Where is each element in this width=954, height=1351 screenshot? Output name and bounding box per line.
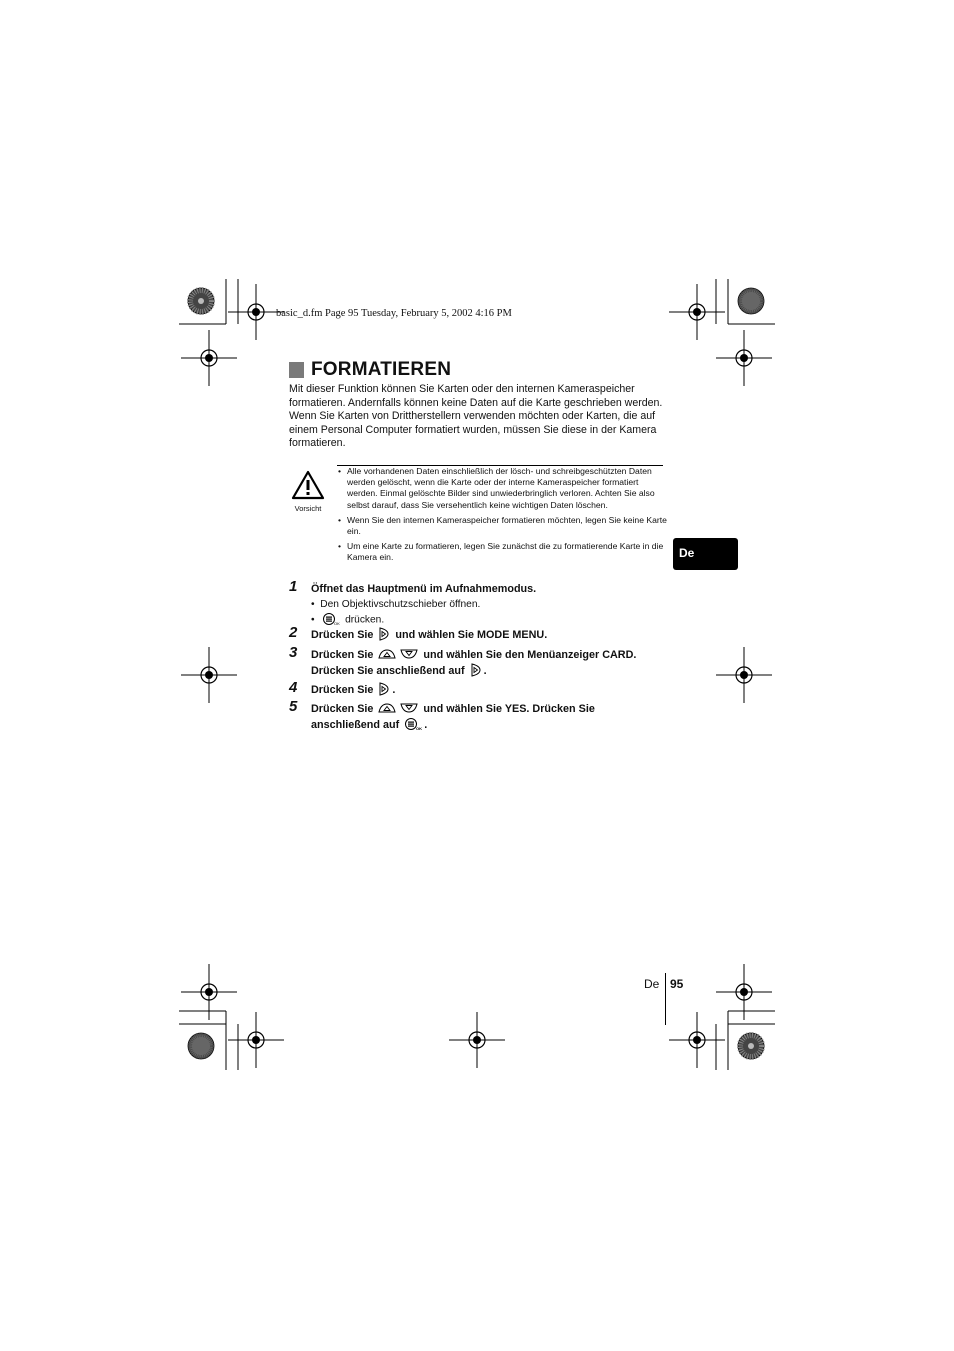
caution-badge bbox=[288, 470, 328, 513]
step-text-post: und wählen Sie YES. Drücken Sie bbox=[423, 703, 595, 715]
step-text-post: und wählen Sie MODE MENU. bbox=[395, 629, 548, 641]
sub-text: Den Objektivschutzschieber öffnen. bbox=[320, 599, 481, 610]
step-text bbox=[311, 628, 547, 644]
step-number: 4 bbox=[289, 679, 298, 696]
step-text-post: . bbox=[483, 665, 487, 677]
step-number: 5 bbox=[289, 698, 298, 715]
sub-text: drücken. bbox=[345, 614, 385, 626]
step-text bbox=[311, 718, 427, 734]
step-text-pre: Drücken Sie bbox=[311, 684, 374, 696]
sub-bullet: • bbox=[311, 599, 315, 610]
down-arrow-button-icon bbox=[400, 648, 418, 660]
menu-ok-button-icon bbox=[404, 717, 422, 731]
warning-triangle-icon bbox=[291, 470, 325, 500]
section-marker bbox=[289, 362, 304, 378]
right-arrow-button-icon bbox=[378, 627, 390, 641]
menu-ok-button-icon bbox=[322, 612, 340, 626]
step-text-post: und wählen Sie den Menüanzeiger CARD. bbox=[423, 649, 637, 661]
footer-divider bbox=[665, 973, 666, 1025]
print-header: basic_d.fm Page 95 Tuesday, February 5, 2002 4:16 PM bbox=[276, 308, 512, 319]
step-text: Öffnet das Hauptmenü im Aufnahmemodus. bbox=[311, 583, 537, 595]
down-arrow-button-icon bbox=[400, 702, 418, 714]
step-number: 1 bbox=[289, 578, 298, 595]
step-text-pre: Drücken Sie anschließend auf bbox=[311, 665, 465, 677]
right-arrow-button-icon bbox=[470, 663, 482, 677]
step-text-pre: Drücken Sie bbox=[311, 629, 374, 641]
section-intro: Mit dieser Funktion können Sie Karten oder den internen Kameraspeicher formatieren. Andernfalls können keine Daten auf die Karte geschrieben werden. Wenn Sie Karten von Drittherstellern verwenden möchten oder Karten, die auf einem Personal Computer formatiert wurden, müssen Sie diese in der Kamera formatieren. bbox=[289, 383, 663, 450]
language-tab bbox=[673, 538, 738, 570]
page-number: 95 bbox=[670, 977, 684, 991]
right-arrow-button-icon bbox=[378, 682, 390, 696]
caution-item: • Alle vorhandenen Daten einschließlich der lösch- und schreibgeschützten Daten werden gelöscht, wenn die Karte oder der interne Kameraspeicher formatiert werden. Einmal gelöschte Bilder sind unwiederbringlich verloren. Achten Sie also selbst darauf, dass Sie versehentlich keine wichtigen Daten löschen. bbox=[337, 466, 667, 511]
up-arrow-button-icon bbox=[378, 648, 396, 660]
step-text bbox=[311, 664, 487, 680]
step-1-sub-2 bbox=[311, 613, 384, 627]
caution-item: • Um eine Karte zu formatieren, legen Sie zunächst die zu formatierende Karte in die Kamera ein. bbox=[337, 541, 667, 563]
up-arrow-button-icon bbox=[378, 702, 396, 714]
caution-list bbox=[337, 466, 667, 568]
step-number: 2 bbox=[289, 624, 298, 641]
language-tab-label: De bbox=[679, 546, 695, 560]
step-1-sub-1 bbox=[311, 599, 480, 610]
caution-item: • Wenn Sie den internen Kameraspeicher formatieren möchten, legen Sie keine Karte ein. bbox=[337, 515, 667, 537]
step-text-post: . bbox=[424, 719, 428, 731]
step-text-post: . bbox=[392, 684, 396, 696]
sub-bullet: • bbox=[311, 614, 315, 626]
step-text bbox=[311, 702, 595, 718]
step-text-pre: Drücken Sie bbox=[311, 649, 374, 661]
step-text bbox=[311, 648, 636, 664]
step-text bbox=[311, 683, 395, 699]
svg-text:OK: OK bbox=[416, 726, 423, 732]
caution-label: Vorsicht bbox=[294, 504, 322, 513]
section-title: FORMATIEREN bbox=[311, 359, 452, 380]
step-text-pre: anschließend auf bbox=[311, 719, 400, 731]
step-text-pre: Drücken Sie bbox=[311, 703, 374, 715]
footer-language: De bbox=[644, 977, 660, 991]
step-number: 3 bbox=[289, 644, 298, 661]
svg-text:OK: OK bbox=[334, 621, 341, 626]
